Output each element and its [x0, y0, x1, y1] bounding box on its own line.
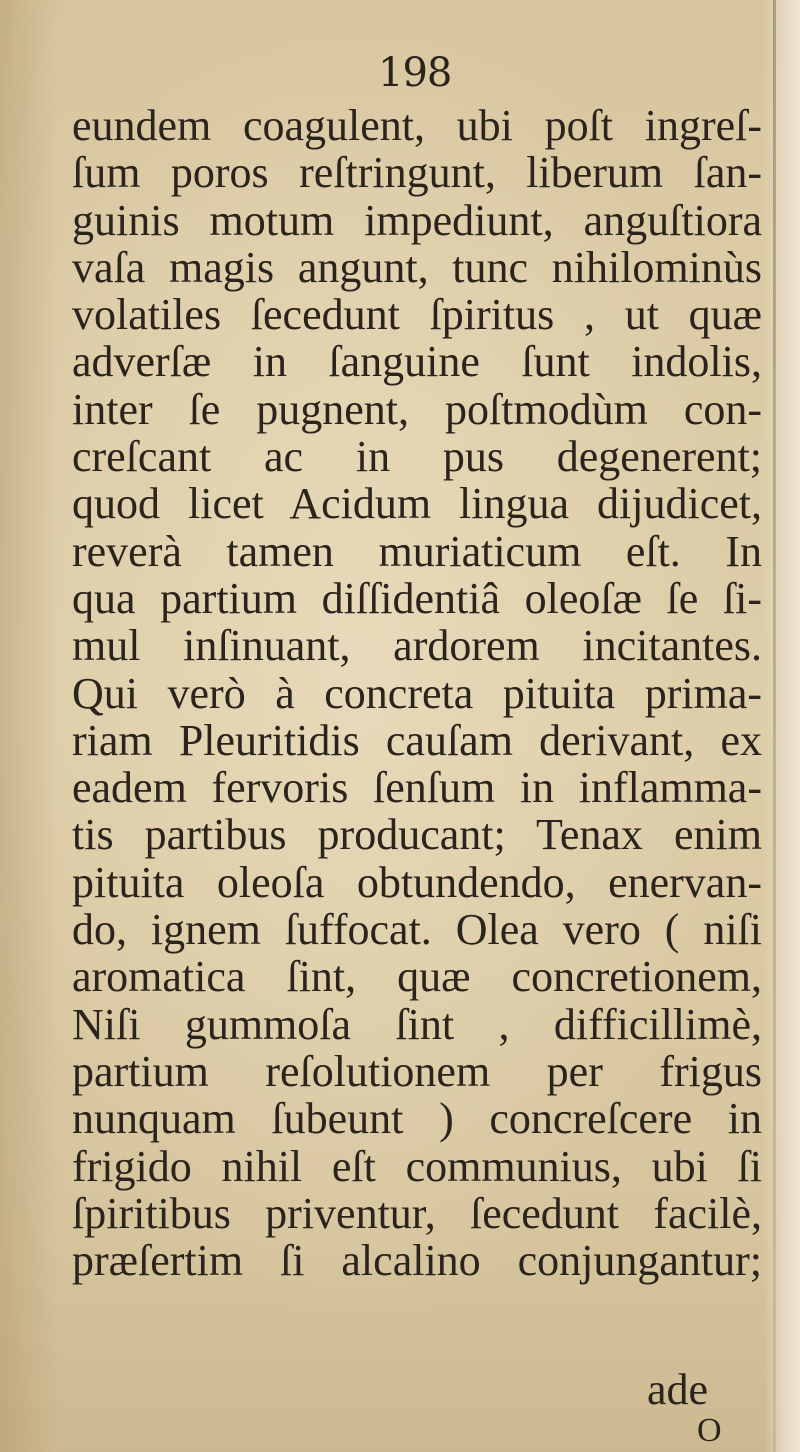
text-line: nunquam ſubeunt ) concreſcere in	[72, 1094, 762, 1144]
text-line: pituita oleoſa obtundendo, enervan-	[72, 857, 762, 907]
catchword: ade	[647, 1365, 709, 1414]
text-line: mul inſinuant, ardorem incitantes.	[72, 621, 762, 671]
page-edge	[773, 0, 776, 1452]
signature-mark: O	[697, 1412, 722, 1449]
text-line: Niſi gummoſa ſint , difficillimè,	[72, 999, 762, 1049]
text-line: tis partibus producant; Tenax enim	[72, 810, 762, 860]
text-line: ſpiritibus priventur, ſecedunt facilè,	[72, 1188, 762, 1238]
text-line: vaſa magis angunt, tunc nihilominùs	[72, 242, 762, 292]
text-line: Qui verò à concreta pituita prima-	[72, 668, 762, 718]
text-line: riam Pleuritidis cauſam derivant, ex	[72, 715, 762, 765]
text-line: eadem fervoris ſenſum in inflamma-	[72, 763, 762, 813]
text-line: ſum poros reſtringunt, liberum ſan-	[72, 148, 762, 198]
body-text	[72, 102, 762, 1284]
text-line: frigido nihil eſt communius, ubi ſi	[72, 1141, 762, 1191]
text-line: volatiles ſecedunt ſpiritus , ut quæ	[72, 290, 762, 340]
text-line: creſcant ac in pus degenerent;	[72, 432, 762, 482]
text-line: eundem coagulent, ubi poſt ingreſ-	[72, 101, 762, 150]
text-line: partium reſolutionem per frigus	[72, 1046, 762, 1096]
text-line: quod licet Acidum lingua dijudicet,	[72, 479, 762, 529]
text-line: reverà tamen muriaticum eſt. In	[72, 526, 762, 576]
text-line: inter ſe pugnent, poſtmodùm con-	[72, 384, 762, 434]
text-line: qua partium diſſidentiâ oleoſæ ſe ſi-	[72, 573, 762, 623]
page-number: 198	[378, 50, 452, 96]
text-line: do, ignem ſuffocat. Olea vero ( niſi	[72, 905, 762, 955]
text-line: aromatica ſint, quæ concretionem,	[72, 952, 762, 1002]
text-line: præſertim ſi alcalino conjungantur;	[72, 1236, 762, 1286]
text-line: guinis motum impediunt, anguſtiora	[72, 195, 762, 245]
text-line: adverſæ in ſanguine ſunt indolis,	[72, 337, 762, 387]
